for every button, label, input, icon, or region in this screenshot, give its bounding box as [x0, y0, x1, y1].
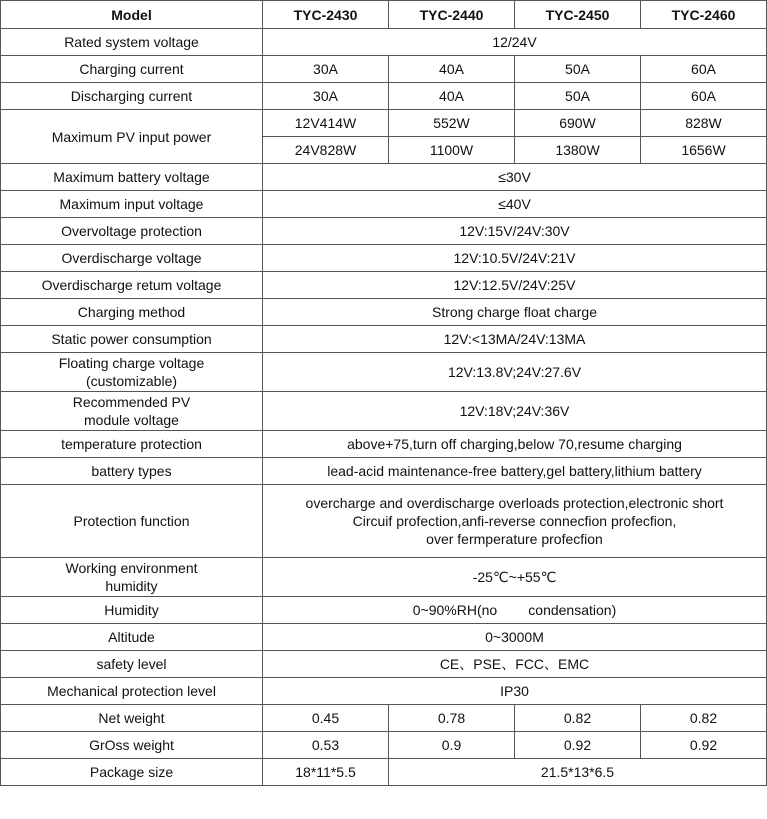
- table-row: [1, 732, 767, 759]
- cell-value: 50A: [515, 83, 641, 110]
- row-label: Maximum PV input power: [1, 110, 263, 164]
- model-tyc-2460: TYC-2460: [641, 1, 767, 29]
- row-label: Altitude: [1, 624, 263, 651]
- row-value: overcharge and overdischarge overloads protection,electronic short Circuif profection,anfi-reverse connecfion profecfion, over fermperature profecfion: [263, 485, 767, 558]
- model-tyc-2450: TYC-2450: [515, 1, 641, 29]
- row-label: Net weight: [1, 705, 263, 732]
- row-value: above+75,turn off charging,below 70,resume charging: [263, 431, 767, 458]
- table-row: [1, 458, 767, 485]
- row-label: Mechanical protection level: [1, 678, 263, 705]
- table-row: [1, 83, 767, 110]
- model-header: Model: [1, 1, 263, 29]
- table-row: [1, 651, 767, 678]
- cell-value: 0.82: [641, 705, 767, 732]
- table-row: [1, 299, 767, 326]
- row-label: Discharging current: [1, 83, 263, 110]
- cell-value: 30A: [263, 83, 389, 110]
- table-row: [1, 191, 767, 218]
- row-label: battery types: [1, 458, 263, 485]
- table-row: [1, 353, 767, 392]
- row-label: temperature protection: [1, 431, 263, 458]
- cell-value: 50A: [515, 56, 641, 83]
- row-label: Protection function: [1, 485, 263, 558]
- table-row: [1, 110, 767, 137]
- table-row: [1, 29, 767, 56]
- row-label: Working environment humidity: [1, 558, 263, 597]
- row-label: Maximum input voltage: [1, 191, 263, 218]
- cell-value: 1100W: [389, 137, 515, 164]
- row-value: ≤30V: [263, 164, 767, 191]
- cell-value: 24V828W: [263, 137, 389, 164]
- row-label: Charging current: [1, 56, 263, 83]
- table-row: [1, 759, 767, 786]
- cell-value: 0.82: [515, 705, 641, 732]
- table-row: [1, 272, 767, 299]
- table-row: [1, 56, 767, 83]
- cell-value: 0.92: [641, 732, 767, 759]
- row-value: 12V:15V/24V:30V: [263, 218, 767, 245]
- row-label: Charging method: [1, 299, 263, 326]
- row-value: Strong charge float charge: [263, 299, 767, 326]
- cell-value: 0.92: [515, 732, 641, 759]
- table-row: [1, 245, 767, 272]
- row-label: Package size: [1, 759, 263, 786]
- row-label: Static power consumption: [1, 326, 263, 353]
- row-label: Overdischarge retum voltage: [1, 272, 263, 299]
- model-tyc-2430: TYC-2430: [263, 1, 389, 29]
- row-label: Maximum battery voltage: [1, 164, 263, 191]
- row-value: 12V:13.8V;24V:27.6V: [263, 353, 767, 392]
- row-value: 0~3000M: [263, 624, 767, 651]
- row-value: 12V:18V;24V:36V: [263, 392, 767, 431]
- table-row: [1, 705, 767, 732]
- row-label: safety level: [1, 651, 263, 678]
- row-value: 0~90%RH(no condensation): [263, 597, 767, 624]
- row-value: ≤40V: [263, 191, 767, 218]
- cell-value: 0.53: [263, 732, 389, 759]
- row-label: Floating charge voltage (customizable): [1, 353, 263, 392]
- row-value: CE、PSE、FCC、EMC: [263, 651, 767, 678]
- row-label: Overdischarge voltage: [1, 245, 263, 272]
- row-value: -25℃~+55℃: [263, 558, 767, 597]
- row-label: Recommended PV module voltage: [1, 392, 263, 431]
- table-row: [1, 218, 767, 245]
- model-tyc-2440: TYC-2440: [389, 1, 515, 29]
- cell-value: 0.45: [263, 705, 389, 732]
- row-value: IP30: [263, 678, 767, 705]
- cell-value: 40A: [389, 83, 515, 110]
- cell-value: 21.5*13*6.5: [389, 759, 767, 786]
- table-row: [1, 431, 767, 458]
- cell-value: 1380W: [515, 137, 641, 164]
- row-value: 12/24V: [263, 29, 767, 56]
- cell-value: 690W: [515, 110, 641, 137]
- cell-value: 0.78: [389, 705, 515, 732]
- cell-value: 552W: [389, 110, 515, 137]
- table-row: [1, 164, 767, 191]
- row-value: lead-acid maintenance-free battery,gel battery,lithium battery: [263, 458, 767, 485]
- cell-value: 0.9: [389, 732, 515, 759]
- cell-value: 18*11*5.5: [263, 759, 389, 786]
- table-row: [1, 392, 767, 431]
- row-value: 12V:10.5V/24V:21V: [263, 245, 767, 272]
- cell-value: 60A: [641, 56, 767, 83]
- row-label: GrOss weight: [1, 732, 263, 759]
- cell-value: 60A: [641, 83, 767, 110]
- row-value: 12V:12.5V/24V:25V: [263, 272, 767, 299]
- header-row: [1, 1, 767, 29]
- row-label: Rated system voltage: [1, 29, 263, 56]
- cell-value: 30A: [263, 56, 389, 83]
- table-row: [1, 558, 767, 597]
- cell-value: 12V414W: [263, 110, 389, 137]
- table-row: [1, 678, 767, 705]
- table-row: [1, 326, 767, 353]
- cell-value: 1656W: [641, 137, 767, 164]
- row-label: Overvoltage protection: [1, 218, 263, 245]
- cell-value: 40A: [389, 56, 515, 83]
- row-value: 12V:<13MA/24V:13MA: [263, 326, 767, 353]
- table-row: [1, 597, 767, 624]
- cell-value: 828W: [641, 110, 767, 137]
- row-label: Humidity: [1, 597, 263, 624]
- table-row: [1, 485, 767, 558]
- table-row: [1, 624, 767, 651]
